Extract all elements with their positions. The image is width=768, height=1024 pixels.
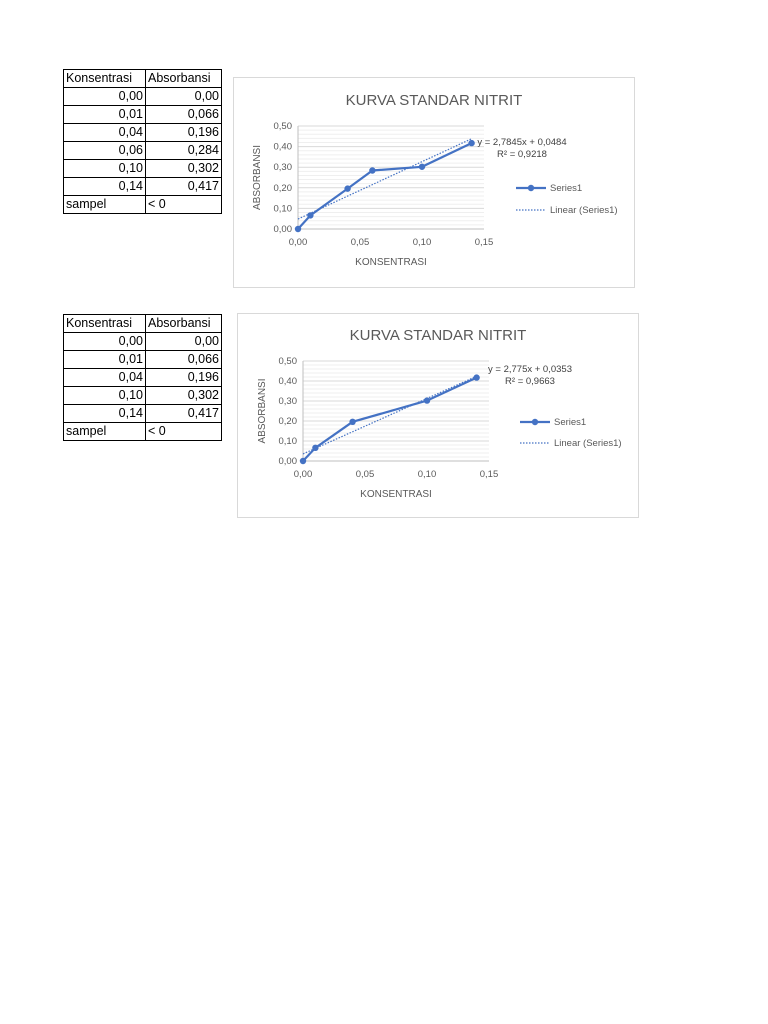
data-point — [419, 164, 425, 170]
legend-series-marker — [532, 419, 538, 425]
cell-konsentrasi[interactable]: 0,10 — [64, 160, 146, 178]
x-tick-label: 0,10 — [417, 469, 437, 480]
table-row — [64, 88, 222, 106]
cell-absorbansi[interactable]: 0,066 — [146, 106, 222, 124]
trendline-equation: y = 2,7845x + 0,0484 — [477, 137, 567, 148]
cell-konsentrasi[interactable]: 0,00 — [64, 88, 146, 106]
sample-row — [64, 423, 222, 441]
table-row — [64, 178, 222, 196]
cell-konsentrasi[interactable]: 0,00 — [64, 333, 146, 351]
cell-absorbansi[interactable]: 0,196 — [146, 369, 222, 387]
cell-absorbansi[interactable]: 0,00 — [146, 333, 222, 351]
sample-label[interactable]: sampel — [64, 196, 146, 214]
x-axis-title: KONSENTRASI — [355, 257, 427, 268]
data-table-2 — [63, 314, 222, 441]
cell-konsentrasi[interactable]: 0,04 — [64, 124, 146, 142]
y-tick-label: 0,10 — [273, 203, 292, 215]
cell-konsentrasi[interactable]: 0,01 — [64, 106, 146, 124]
x-tick-label: 0,05 — [350, 237, 370, 248]
legend-series-label: Series1 — [550, 183, 583, 194]
chart-title: KURVA STANDAR NITRIT — [345, 92, 523, 109]
y-tick-label: 0,30 — [278, 396, 297, 407]
cell-absorbansi[interactable]: 0,302 — [146, 387, 222, 405]
legend-trendline-label: Linear (Series1) — [550, 205, 618, 216]
cell-absorbansi[interactable]: 0,284 — [146, 142, 222, 160]
y-tick-label: 0,50 — [278, 356, 297, 367]
chart-1[interactable] — [233, 77, 635, 288]
y-axis-title: ABSORBANSI — [257, 378, 268, 444]
sample-label[interactable]: sampel — [64, 423, 146, 441]
chart-2[interactable] — [237, 313, 639, 518]
header-konsentrasi[interactable]: Konsentrasi — [64, 70, 146, 88]
trendline-equation: y = 2,775x + 0,0353 — [488, 364, 572, 375]
data-point — [300, 458, 306, 464]
table-row — [64, 106, 222, 124]
data-point — [349, 419, 355, 425]
y-tick-label: 0,20 — [278, 416, 297, 427]
legend-trendline-label: Linear (Series1) — [554, 438, 622, 449]
cell-konsentrasi[interactable]: 0,14 — [64, 405, 146, 423]
cell-absorbansi[interactable]: 0,417 — [146, 178, 222, 196]
data-point — [369, 167, 375, 173]
data-point — [312, 445, 318, 451]
data-point — [473, 374, 479, 380]
data-table-1 — [63, 69, 222, 214]
cell-konsentrasi[interactable]: 0,01 — [64, 351, 146, 369]
chart-title: KURVA STANDAR NITRIT — [349, 327, 527, 344]
y-tick-label: 0,30 — [273, 162, 292, 174]
cell-absorbansi[interactable]: 0,417 — [146, 405, 222, 423]
sample-value[interactable]: < 0 — [146, 196, 222, 214]
table-row — [64, 369, 222, 387]
sample-value[interactable]: < 0 — [146, 423, 222, 441]
header-absorbansi[interactable]: Absorbansi — [146, 70, 222, 88]
y-tick-label: 0,20 — [273, 182, 292, 194]
x-tick-label: 0,05 — [355, 469, 375, 480]
x-tick-label: 0,15 — [474, 237, 494, 248]
x-tick-label: 0,00 — [288, 237, 308, 248]
x-axis-title: KONSENTRASI — [360, 489, 432, 500]
cell-absorbansi[interactable]: 0,196 — [146, 124, 222, 142]
y-tick-label: 0,40 — [278, 376, 297, 387]
table-row — [64, 160, 222, 178]
cell-absorbansi[interactable]: 0,00 — [146, 88, 222, 106]
chart-1-svg — [234, 78, 634, 287]
table-row — [64, 124, 222, 142]
table-header-row — [64, 315, 222, 333]
table-row — [64, 387, 222, 405]
r-squared-label: R² = 0,9218 — [497, 149, 547, 160]
header-absorbansi[interactable]: Absorbansi — [146, 315, 222, 333]
data-point — [344, 185, 350, 191]
y-tick-label: 0,50 — [273, 121, 292, 132]
x-tick-label: 0,00 — [293, 469, 313, 480]
y-tick-label: 0,40 — [273, 141, 292, 153]
header-konsentrasi[interactable]: Konsentrasi — [64, 315, 146, 333]
sample-row — [64, 196, 222, 214]
cell-absorbansi[interactable]: 0,302 — [146, 160, 222, 178]
table-row — [64, 333, 222, 351]
x-tick-label: 0,15 — [479, 469, 499, 480]
y-tick-label: 0,00 — [273, 224, 292, 235]
y-tick-label: 0,00 — [278, 456, 297, 467]
series-line — [298, 143, 472, 229]
chart-2-svg — [238, 314, 638, 517]
data-point — [307, 212, 313, 218]
table-header-row — [64, 70, 222, 88]
table-row — [64, 351, 222, 369]
data-point — [424, 397, 430, 403]
legend-series-label: Series1 — [554, 417, 587, 428]
cell-konsentrasi[interactable]: 0,14 — [64, 178, 146, 196]
data-point — [468, 140, 474, 146]
series-line — [303, 378, 477, 461]
cell-konsentrasi[interactable]: 0,10 — [64, 387, 146, 405]
cell-konsentrasi[interactable]: 0,06 — [64, 142, 146, 160]
y-tick-label: 0,10 — [278, 436, 297, 447]
trendline — [303, 376, 477, 454]
legend-series-marker — [528, 185, 534, 191]
data-point — [295, 226, 301, 232]
r-squared-label: R² = 0,9663 — [505, 376, 555, 387]
cell-absorbansi[interactable]: 0,066 — [146, 351, 222, 369]
x-tick-label: 0,10 — [412, 237, 432, 248]
y-axis-title: ABSORBANSI — [252, 144, 263, 211]
cell-konsentrasi[interactable]: 0,04 — [64, 369, 146, 387]
table-row — [64, 405, 222, 423]
table-row — [64, 142, 222, 160]
